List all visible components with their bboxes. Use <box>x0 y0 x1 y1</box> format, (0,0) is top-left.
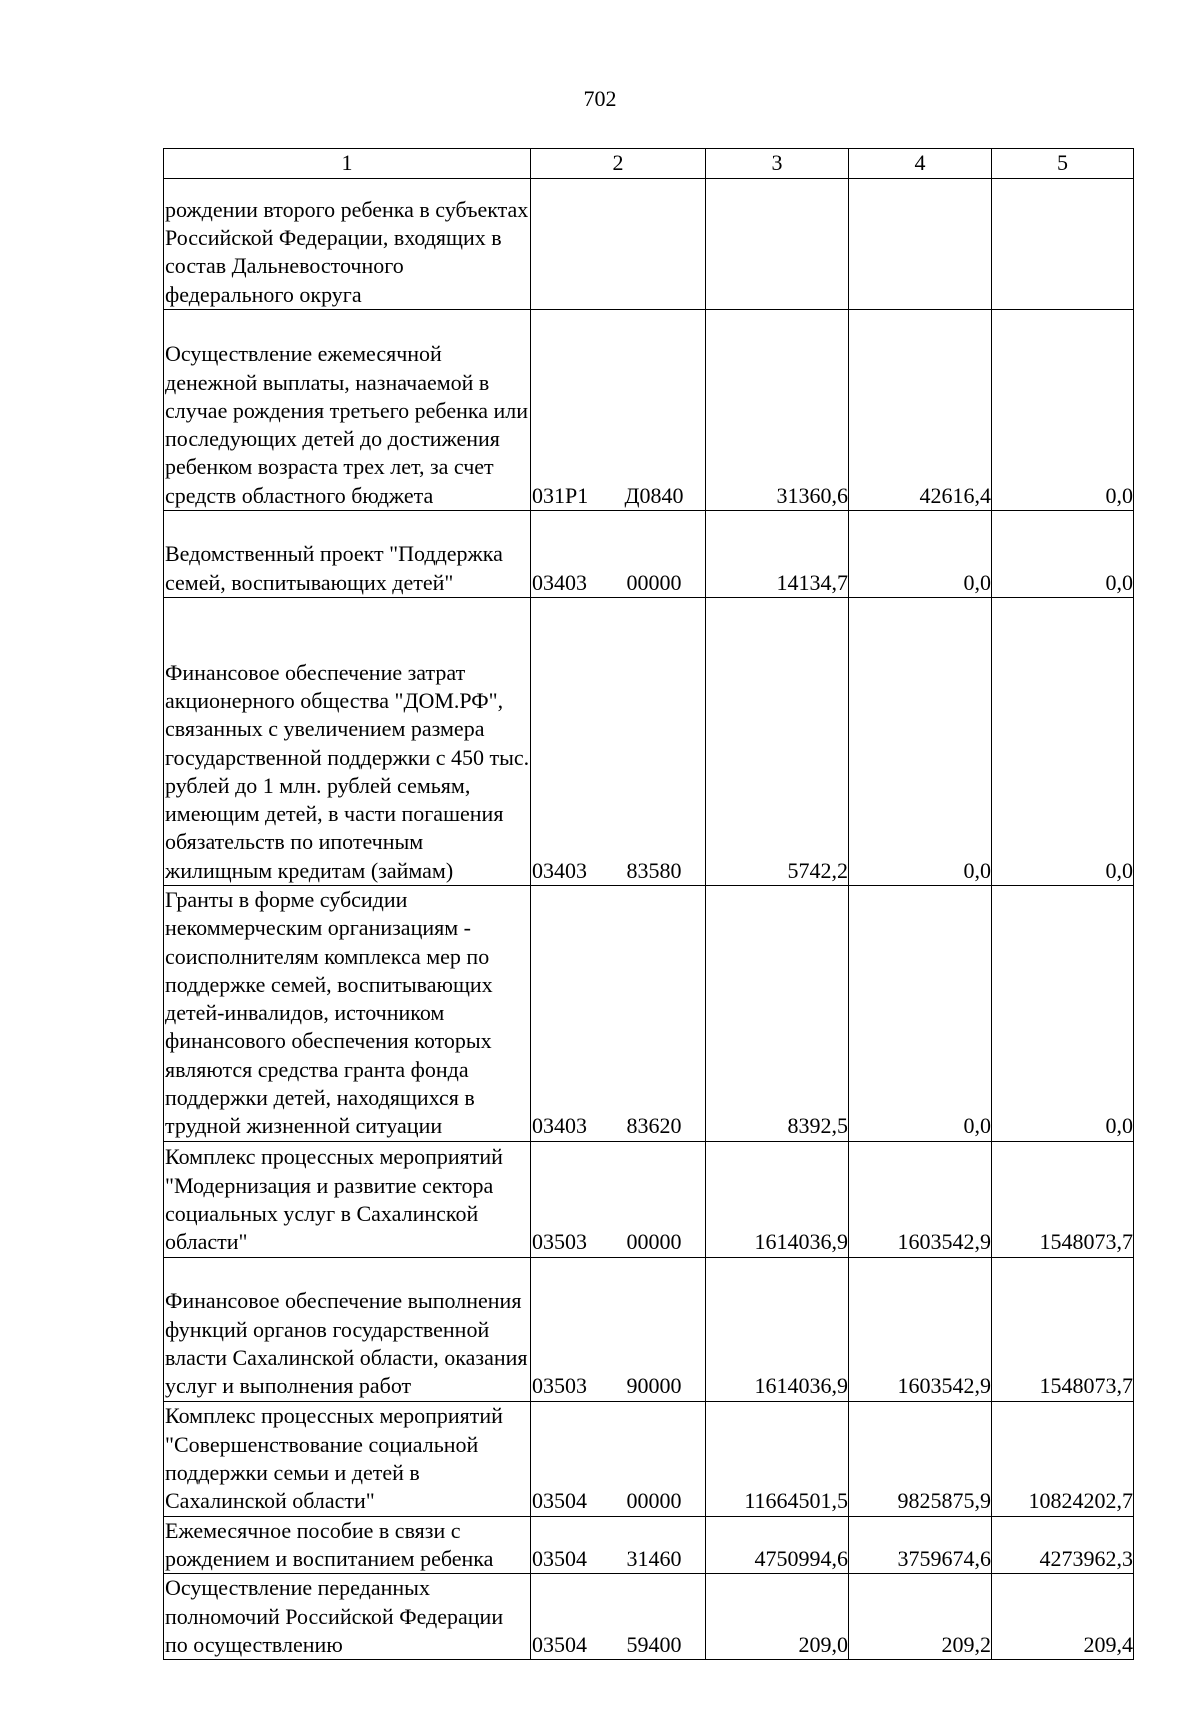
row-value-3: 8392,5 <box>706 886 849 1142</box>
table-row <box>164 1401 1134 1516</box>
code-direction: 83620 <box>626 1113 682 1139</box>
code-program: 03403 <box>532 1113 587 1139</box>
table-row <box>164 886 1134 1142</box>
row-value-5: 1548073,7 <box>992 1257 1134 1401</box>
header-cell-4: 4 <box>849 149 992 179</box>
row-value-5: 10824202,7 <box>992 1401 1134 1516</box>
code-program: 031P1 <box>532 482 589 508</box>
row-name: рождении второго ребенка в субъектах Российской Федерации, входящих в состав Дальневосточного федерального округа <box>164 179 531 310</box>
row-value-4: 1603542,9 <box>849 1141 992 1257</box>
row-code <box>531 886 706 1142</box>
header-cell-3: 3 <box>706 149 849 179</box>
header-row <box>164 149 1134 179</box>
code-program: 03403 <box>532 857 587 883</box>
code-direction: Д0840 <box>624 482 684 508</box>
code-direction: 00000 <box>626 1229 682 1255</box>
budget-table <box>163 148 1134 1660</box>
row-code <box>531 1141 706 1257</box>
row-name: Осуществление ежемесячной денежной выплаты, назначаемой в случае рождения третьего ребенка или последующих детей до достижения ребенком возраста трех лет, за счет средств областного бюджета <box>164 310 531 511</box>
table-row <box>164 1257 1134 1401</box>
row-name: Финансовое обеспечение затрат акционерного общества "ДОМ.РФ", связанных с увеличением размера государственной поддержки с 450 тыс. рублей до 1 млн. рублей семьям, имеющим детей, в части погашения обязательств по ипотечным жилищным кредитам (займам) <box>164 598 531 886</box>
row-code <box>531 179 706 310</box>
row-value-4: 42616,4 <box>849 310 992 511</box>
table-row <box>164 1574 1134 1660</box>
row-code <box>531 598 706 886</box>
header-cell-5: 5 <box>992 149 1134 179</box>
code-direction: 00000 <box>626 569 682 595</box>
table-row <box>164 310 1134 511</box>
row-name: Ежемесячное пособие в связи с рождением и воспитанием ребенка <box>164 1516 531 1574</box>
row-code <box>531 310 706 511</box>
row-value-3: 5742,2 <box>706 598 849 886</box>
row-name: Комплекс процессных мероприятий "Модернизация и развитие сектора социальных услуг в Сахалинской области" <box>164 1141 531 1257</box>
row-value-5: 209,4 <box>992 1574 1134 1660</box>
table-row <box>164 1141 1134 1257</box>
row-value-4 <box>849 179 992 310</box>
row-value-3: 4750994,6 <box>706 1516 849 1574</box>
header-cell-1: 1 <box>164 149 531 179</box>
row-value-5: 1548073,7 <box>992 1141 1134 1257</box>
row-value-4: 9825875,9 <box>849 1401 992 1516</box>
code-direction: 90000 <box>626 1373 682 1399</box>
row-value-5: 4273962,3 <box>992 1516 1134 1574</box>
row-value-3: 11664501,5 <box>706 1401 849 1516</box>
code-direction: 31460 <box>626 1545 682 1571</box>
row-value-4: 0,0 <box>849 598 992 886</box>
row-code <box>531 1574 706 1660</box>
code-direction: 59400 <box>626 1631 682 1657</box>
row-code <box>531 1401 706 1516</box>
code-program: 03503 <box>532 1373 587 1399</box>
row-code <box>531 1516 706 1574</box>
row-name: Гранты в форме субсидии некоммерческим организациям - соисполнителям комплекса мер по поддержке семей, воспитывающих детей-инвалидов, источником финансового обеспечения которых являются средства гранта фонда поддержки детей, находящихся в трудной жизненной ситуации <box>164 886 531 1142</box>
row-value-3: 31360,6 <box>706 310 849 511</box>
header-cell-2: 2 <box>531 149 706 179</box>
table-row <box>164 1516 1134 1574</box>
row-value-4: 3759674,6 <box>849 1516 992 1574</box>
row-value-3: 1614036,9 <box>706 1257 849 1401</box>
row-value-5: 0,0 <box>992 886 1134 1142</box>
code-direction: 83580 <box>626 857 682 883</box>
row-value-3: 14134,7 <box>706 511 849 598</box>
row-value-5: 0,0 <box>992 598 1134 886</box>
row-code <box>531 511 706 598</box>
row-name: Комплекс процессных мероприятий "Совершенствование социальной поддержки семьи и детей в Сахалинской области" <box>164 1401 531 1516</box>
row-value-5: 0,0 <box>992 511 1134 598</box>
table-row <box>164 598 1134 886</box>
table-row <box>164 179 1134 310</box>
table-row <box>164 511 1134 598</box>
code-program: 03504 <box>532 1545 587 1571</box>
row-value-4: 1603542,9 <box>849 1257 992 1401</box>
row-value-5: 0,0 <box>992 310 1134 511</box>
page-number: 702 <box>583 86 617 111</box>
row-value-3: 209,0 <box>706 1574 849 1660</box>
row-code <box>531 1257 706 1401</box>
code-direction: 00000 <box>626 1488 682 1514</box>
code-program: 03403 <box>532 569 587 595</box>
code-program: 03503 <box>532 1229 587 1255</box>
row-name: Осуществление переданных полномочий Российской Федерации по осуществлению <box>164 1574 531 1660</box>
row-name: Финансовое обеспечение выполнения функций органов государственной власти Сахалинской области, оказания услуг и выполнения работ <box>164 1257 531 1401</box>
row-value-4: 0,0 <box>849 511 992 598</box>
row-value-4: 0,0 <box>849 886 992 1142</box>
row-value-3 <box>706 179 849 310</box>
code-program: 03504 <box>532 1631 587 1657</box>
row-name: Ведомственный проект "Поддержка семей, воспитывающих детей" <box>164 511 531 598</box>
row-value-5 <box>992 179 1134 310</box>
row-value-3: 1614036,9 <box>706 1141 849 1257</box>
row-value-4: 209,2 <box>849 1574 992 1660</box>
code-program: 03504 <box>532 1488 587 1514</box>
